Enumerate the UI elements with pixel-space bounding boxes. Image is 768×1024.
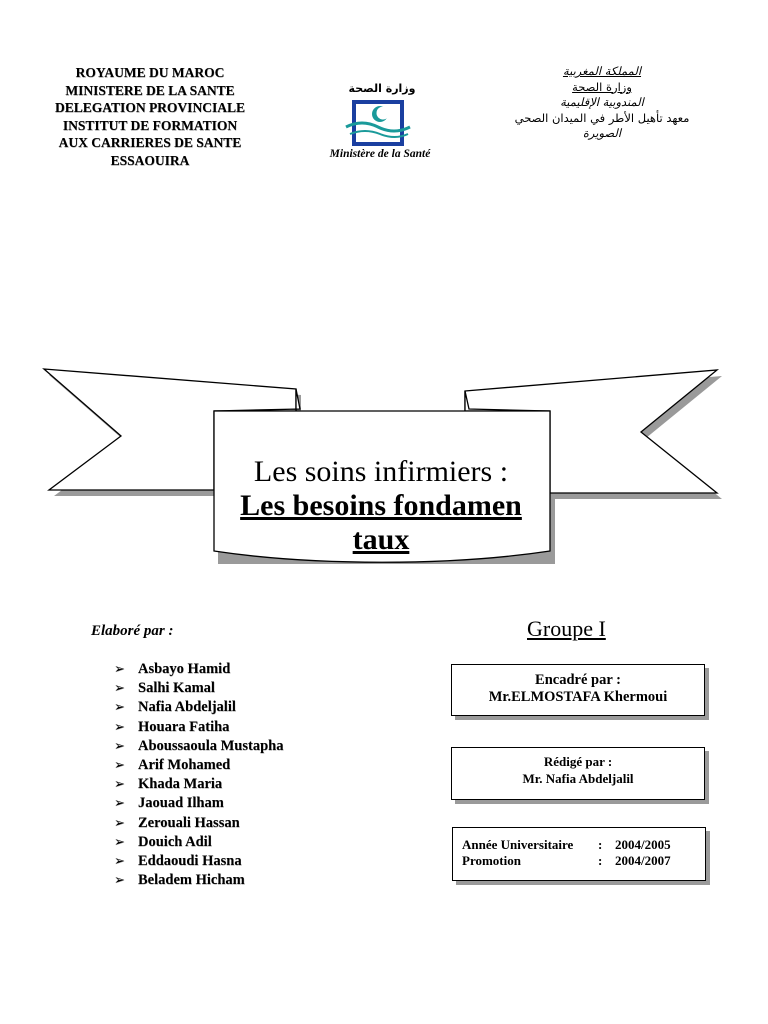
academic-year-label: Année Universitaire	[462, 837, 574, 852]
academic-year-row: Année Universitaire : 2004/2005	[462, 837, 671, 852]
supervisor-name: Mr.ELMOSTAFA Khermoui	[488, 689, 668, 705]
header-left-line: DELEGATION PROVINCIALE	[55, 100, 245, 115]
ministry-emblem-icon	[310, 82, 450, 148]
elabore-label: Elaboré par :	[91, 623, 174, 639]
title-line-2b: taux	[352, 523, 410, 556]
list-item: ➢ Houara Fatiha	[114, 718, 283, 737]
list-item: ➢ Nafia Abdeljalil	[114, 698, 283, 717]
arrow-bullet-icon: ➢	[114, 719, 125, 735]
list-item: ➢ Khada Maria	[114, 775, 283, 794]
arrow-bullet-icon: ➢	[114, 662, 125, 677]
promotion-value: 2004/2007	[615, 853, 671, 868]
header-right-line: الصويرة	[582, 126, 622, 140]
ministry-logo	[310, 82, 450, 166]
header-right-line: وزارة الصحة	[572, 79, 632, 94]
supervisor-box	[451, 664, 705, 716]
list-item: ➢ Eddaoudi Hasna	[114, 852, 283, 871]
list-item: ➢ Douich Adil	[114, 833, 283, 852]
header-right-institution-arabic	[490, 64, 714, 142]
list-item: ➢ Zerouali Hassan	[114, 814, 283, 833]
header-right-line: المندوبية الإقليمية	[560, 95, 644, 109]
arrow-bullet-icon: ➢	[114, 681, 125, 697]
arrow-bullet-icon: ➢	[114, 815, 125, 831]
logo-french-text: Ministère de la Santé	[329, 148, 431, 160]
academic-year-box	[452, 827, 706, 881]
header-left-line: MINISTERE DE LA SANTE	[65, 82, 235, 98]
arrow-bullet-icon: ➢	[114, 700, 125, 716]
arrow-bullet-icon: ➢	[114, 796, 125, 812]
arrow-bullet-icon: ➢	[114, 777, 125, 793]
author-box	[451, 747, 705, 800]
list-item: ➢ Asbayo Hamid	[114, 660, 283, 679]
header-right-line: معهد تأهيل الأطر في الميدان الصحي	[514, 110, 690, 125]
academic-year-value: 2004/2005	[615, 837, 671, 852]
arrow-bullet-icon: ➢	[114, 758, 125, 774]
header-right-line: المملكة المغربية	[562, 64, 642, 78]
list-item: ➢ Arif Mohamed	[114, 756, 283, 775]
members-list	[114, 660, 283, 890]
title-line-2a: Les besoins fondamen	[240, 489, 522, 522]
arrow-bullet-icon: ➢	[114, 873, 125, 889]
logo-arabic-text: وزارة الصحة	[348, 82, 416, 95]
promotion-row: Promotion : 2004/2007	[462, 853, 671, 868]
promotion-label: Promotion	[462, 853, 521, 868]
header-left-institution	[30, 64, 270, 169]
document-title	[214, 410, 548, 562]
supervisor-label: Encadré par :	[535, 672, 621, 688]
list-item: ➢ Aboussaoula Mustapha	[114, 737, 283, 756]
group-label: Groupe I	[527, 616, 606, 641]
list-item: ➢ Jaouad Ilham	[114, 794, 283, 813]
arrow-bullet-icon: ➢	[114, 854, 125, 870]
list-item: ➢ Salhi Kamal	[114, 679, 283, 698]
header-left-line: ROYAUME DU MAROC	[75, 65, 225, 80]
arrow-bullet-icon: ➢	[114, 834, 125, 850]
arrow-bullet-icon: ➢	[114, 738, 125, 754]
title-line-1: Les soins infirmiers :	[253, 455, 509, 488]
list-item: ➢ Beladem Hicham	[114, 871, 283, 890]
author-name: Mr. Nafia Abdeljalil	[522, 771, 634, 786]
author-label: Rédigé par :	[543, 754, 613, 769]
header-left-line: AUX CARRIERES DE SANTE	[58, 135, 242, 150]
header-left-line: INSTITUT DE FORMATION	[62, 117, 238, 133]
header-left-line: ESSAOUIRA	[110, 152, 190, 168]
